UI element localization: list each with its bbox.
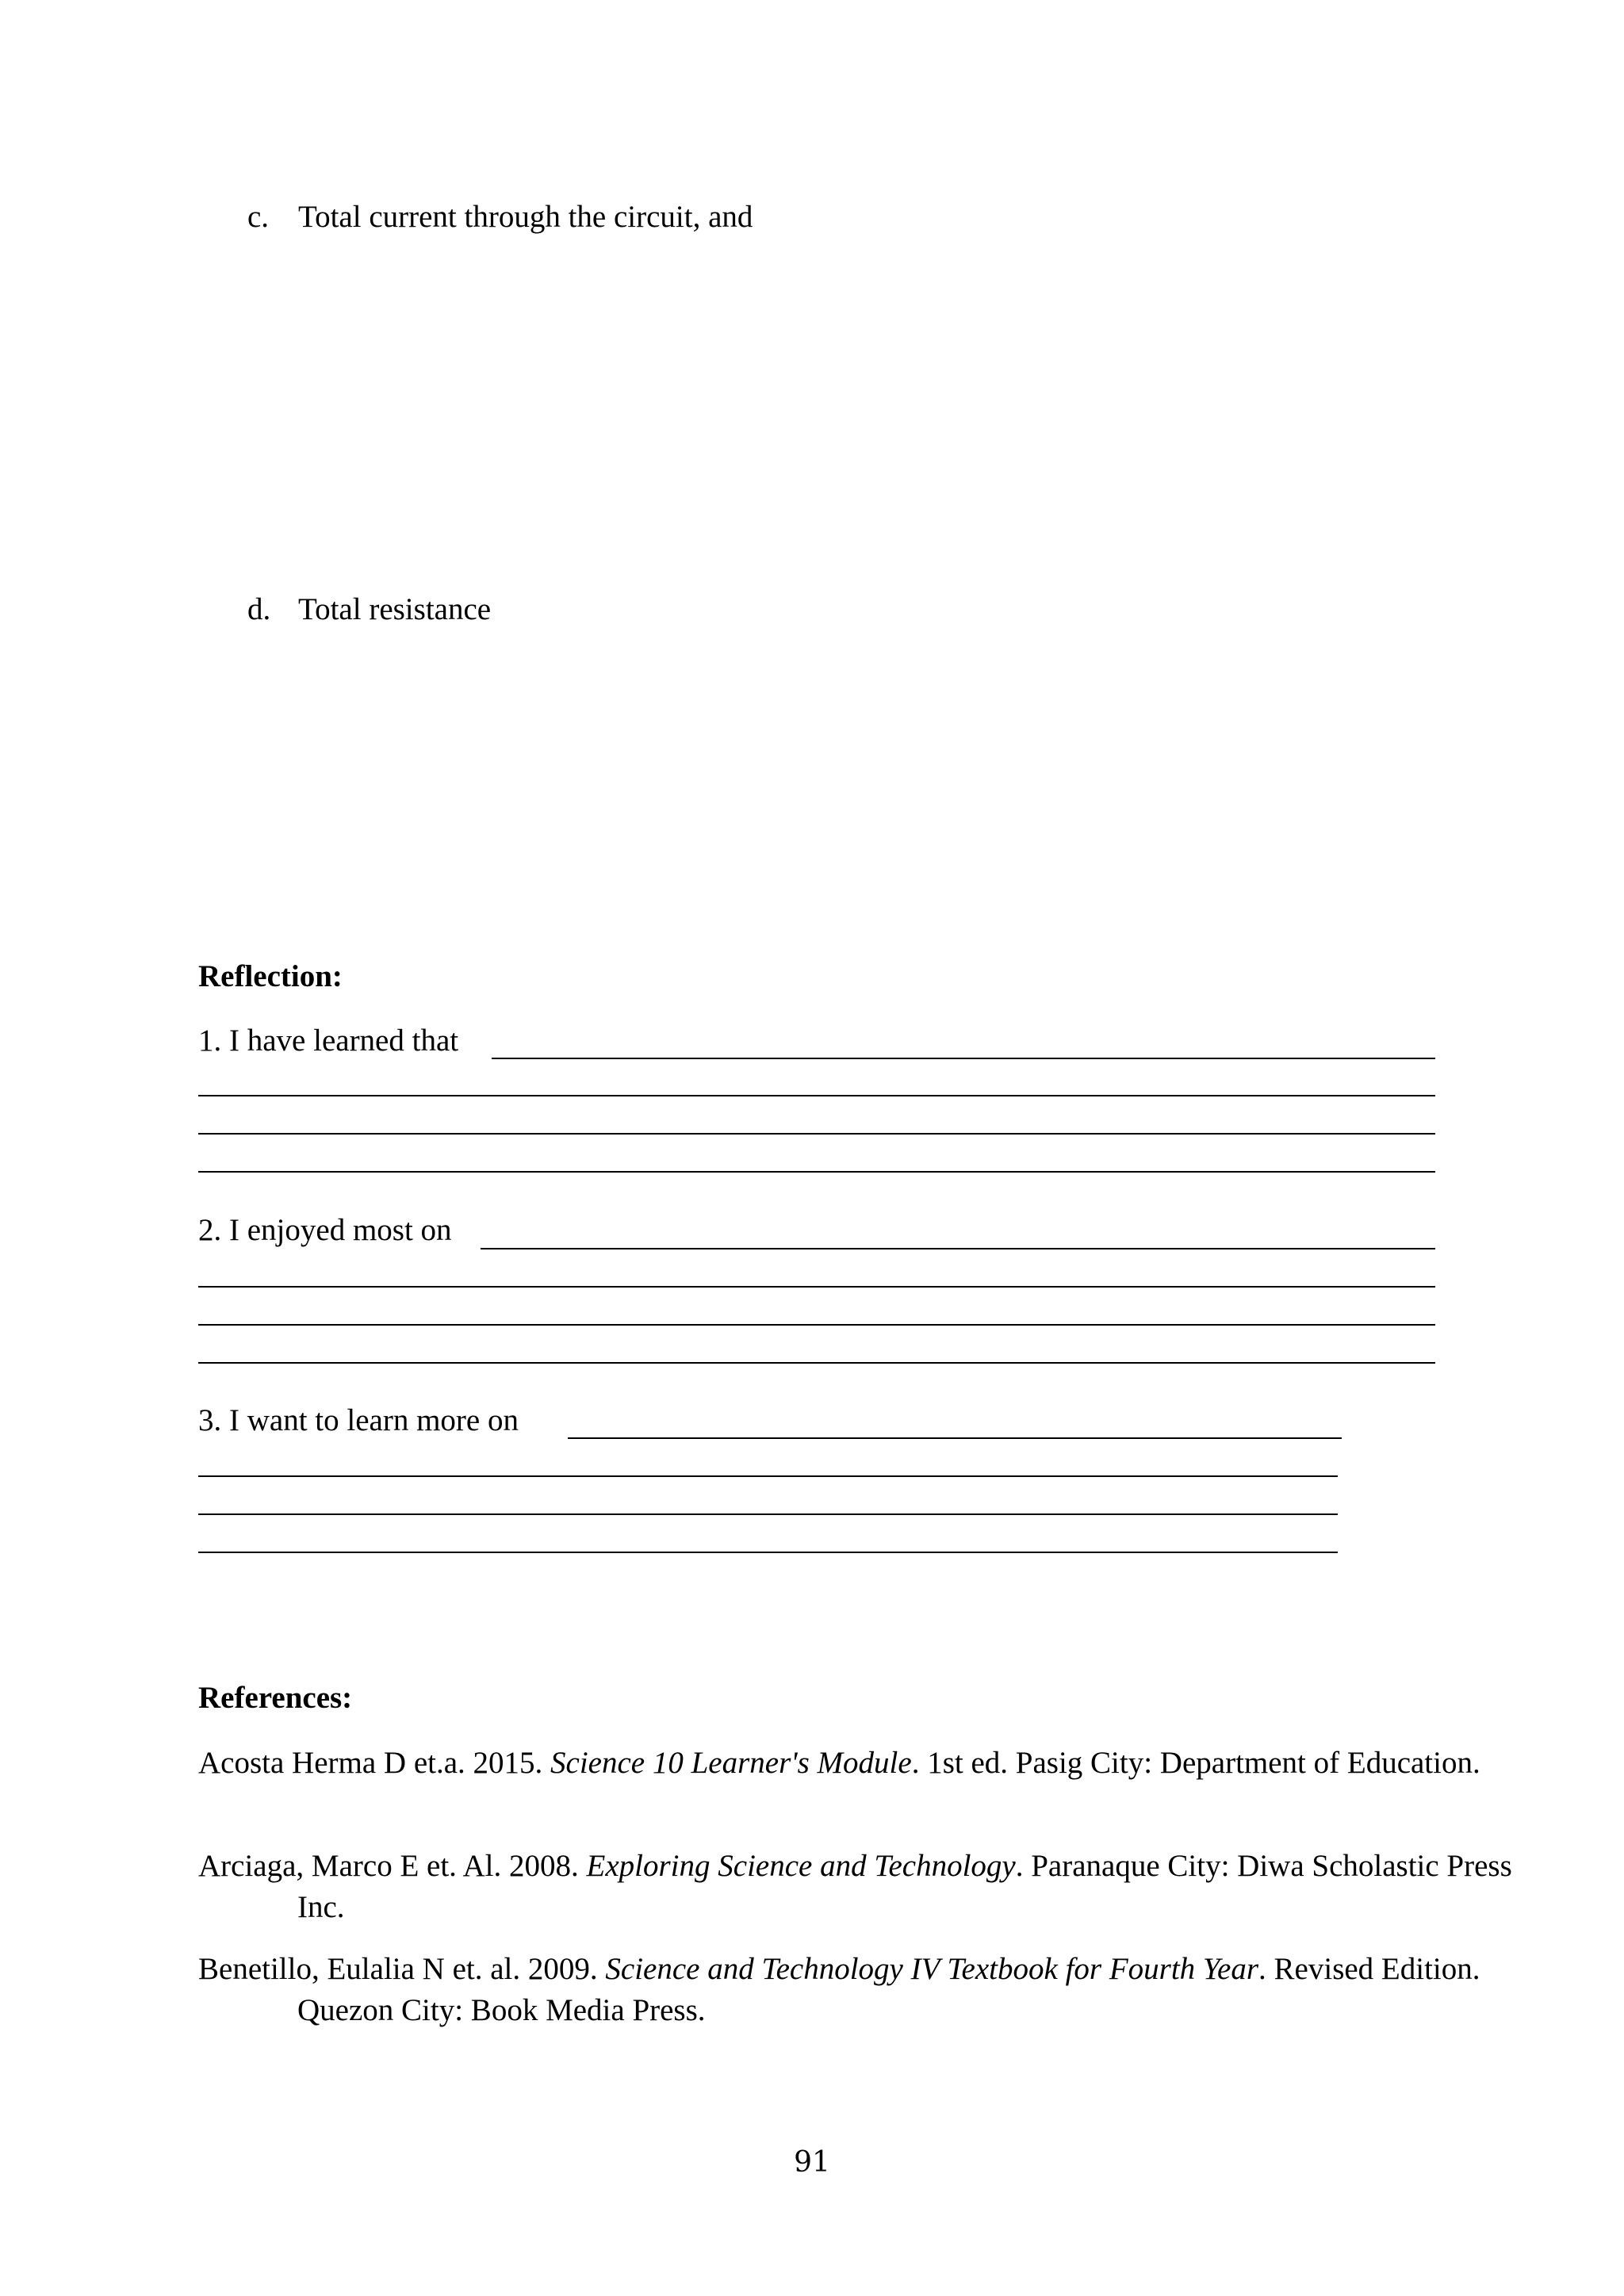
- answer-line[interactable]: [198, 1362, 1435, 1364]
- reflection-prompt-2: 2. I enjoyed most on: [198, 1213, 452, 1247]
- answer-line[interactable]: [198, 1095, 1435, 1096]
- reference-title: Science and Technology IV Textbook for Fourth Year: [605, 1952, 1259, 1986]
- reference-title: Science 10 Learner's Module: [550, 1746, 912, 1780]
- reference-entry: [198, 1743, 1534, 1784]
- question-item-c: [247, 198, 753, 237]
- reference-publisher: . Paranaque City: Diwa Scholastic Press Inc.: [297, 1849, 1512, 1924]
- question-letter: c.: [247, 200, 270, 234]
- reflection-prompt-3: 3. I want to learn more on: [198, 1403, 519, 1437]
- reflection-heading: Reflection:: [198, 959, 343, 993]
- reference-entry: [198, 1846, 1534, 1928]
- reference-entry: [198, 1949, 1534, 2031]
- reference-publisher: . 1st ed. Pasig City: Department of Education.: [911, 1746, 1480, 1780]
- answer-line[interactable]: [198, 1133, 1435, 1135]
- question-text: Total current through the circuit, and: [298, 200, 753, 234]
- question-letter: d.: [247, 592, 271, 626]
- reference-title: Exploring Science and Technology: [586, 1849, 1016, 1883]
- answer-line[interactable]: [198, 1475, 1338, 1477]
- answer-line[interactable]: [198, 1513, 1338, 1515]
- answer-line[interactable]: [481, 1248, 1435, 1249]
- answer-line[interactable]: [198, 1552, 1338, 1553]
- answer-line[interactable]: [492, 1058, 1435, 1059]
- reflection-prompt-1: 1. I have learned that: [198, 1024, 459, 1058]
- answer-line[interactable]: [198, 1324, 1435, 1326]
- reference-authors: Arciaga, Marco E et. Al. 2008.: [198, 1849, 587, 1883]
- reference-authors: Benetillo, Eulalia N et. al. 2009.: [198, 1952, 606, 1986]
- answer-line[interactable]: [568, 1437, 1342, 1439]
- references-heading: References:: [198, 1681, 353, 1715]
- question-text: Total resistance: [298, 592, 492, 626]
- answer-line[interactable]: [198, 1286, 1435, 1288]
- page-number: 91: [794, 2146, 830, 2179]
- answer-line[interactable]: [198, 1171, 1435, 1173]
- reference-authors: Acosta Herma D et.a. 2015.: [198, 1746, 551, 1780]
- question-item-d: [247, 591, 491, 629]
- reference-publisher: . Revised Edition. Quezon City: Book Media Press.: [297, 1952, 1480, 2027]
